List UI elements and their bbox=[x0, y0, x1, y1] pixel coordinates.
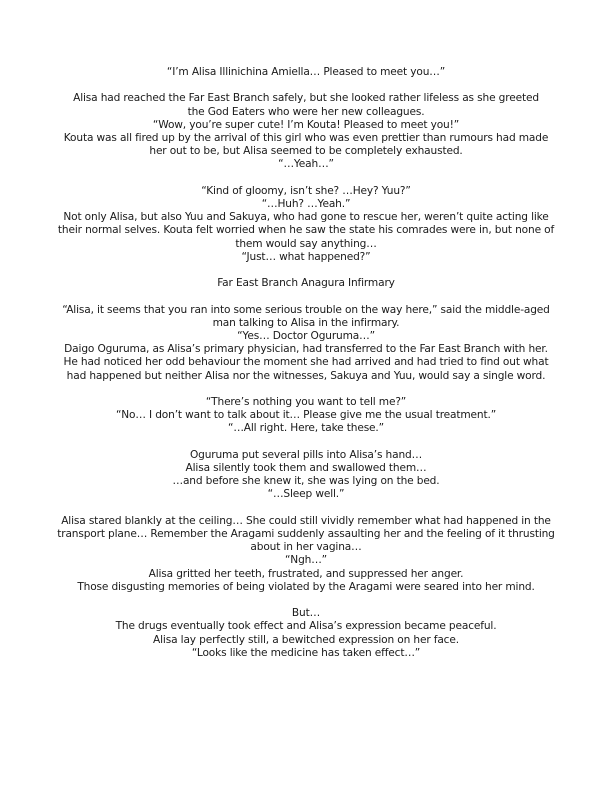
text-line: Daigo Oguruma, as Alisa’s primary physician, had transferred to the Far East Branch with her. bbox=[64, 343, 548, 356]
text-line: Far East Branch Anagura Infirmary bbox=[217, 277, 395, 290]
text-line: Alisa lay perfectly still, a bewitched expression on her face. bbox=[153, 633, 459, 646]
paragraph-gap bbox=[18, 79, 594, 92]
text-line: her out to be, but Alisa seemed to be completely exhausted. bbox=[149, 145, 463, 158]
text-line: “…All right. Here, take these.” bbox=[228, 422, 384, 435]
paragraph-gap bbox=[18, 290, 594, 303]
paragraph-gap bbox=[18, 436, 594, 449]
paragraph-gap bbox=[18, 172, 594, 185]
text-line: “No… I don’t want to talk about it… Please give me the usual treatment.” bbox=[115, 409, 497, 422]
text-line: about in her vagina… bbox=[250, 541, 362, 554]
text-line: “Ngh…” bbox=[284, 554, 328, 567]
story-text bbox=[18, 66, 594, 660]
text-line: Alisa stared blankly at the ceiling… She could still vividly remember what had happened in the bbox=[61, 514, 551, 527]
text-line: Alisa silently took them and swallowed them… bbox=[185, 462, 427, 474]
paragraph-gap bbox=[18, 383, 594, 396]
text-line: Kouta was all fired up by the arrival of this girl who was even prettier than rumours had made bbox=[63, 132, 549, 144]
text-line: their normal selves. Kouta felt worried when he saw the state his comrades were in, but none of bbox=[57, 224, 555, 237]
text-line: Alisa had reached the Far East Branch safely, but she looked rather lifeless as she greeted bbox=[73, 92, 539, 105]
text-line: “…Sleep well.” bbox=[267, 488, 345, 501]
text-line: “There’s nothing you want to tell me?” bbox=[205, 396, 407, 408]
text-line: Oguruma put several pills into Alisa’s hand… bbox=[189, 448, 423, 461]
text-line: “Alisa, it seems that you ran into some serious trouble on the way here,” said the middle-aged bbox=[62, 303, 550, 316]
text-line: “Looks like the medicine has taken effect…” bbox=[191, 646, 421, 659]
text-line: The drugs eventually took effect and Alisa’s expression became peaceful. bbox=[115, 620, 497, 633]
text-line: transport plane… Remember the Aragami suddenly assaulting her and the feeling of it thrusting bbox=[57, 528, 555, 540]
paragraph-gap bbox=[18, 594, 594, 607]
text-line: “Just… what happened?” bbox=[241, 250, 371, 263]
text-line: “…Huh? …Yeah.” bbox=[261, 198, 351, 210]
text-line: had happened but neither Alisa nor the witnesses, Sakuya and Yuu, would say a single word. bbox=[66, 369, 546, 382]
text-line: Not only Alisa, but also Yuu and Sakuya, who had gone to rescue her, weren’t quite acting like bbox=[63, 211, 549, 224]
text-line: …and before she knew it, she was lying on the bed. bbox=[172, 475, 440, 488]
text-line: Those disgusting memories of being violated by the Aragami were seared into her mind. bbox=[77, 580, 535, 593]
text-line: “Kind of gloomy, isn’t she? …Hey? Yuu?” bbox=[201, 184, 411, 197]
paragraph-gap bbox=[18, 502, 594, 515]
text-line: But… bbox=[291, 607, 321, 620]
text-line: “I’m Alisa Illinichina Amiella… Pleased to meet you…” bbox=[166, 66, 446, 78]
text-line: “Wow, you’re super cute! I’m Kouta! Pleased to meet you!” bbox=[152, 118, 460, 131]
text-line: He had noticed her odd behaviour the moment she had arrived and had tried to find out what bbox=[63, 356, 549, 369]
text-line: “…Yeah…” bbox=[278, 158, 334, 171]
text-line: “Yes… Doctor Oguruma…” bbox=[237, 330, 375, 342]
text-line: man talking to Alisa in the infirmary. bbox=[212, 316, 400, 329]
text-line: Alisa gritted her teeth, frustrated, and suppressed her anger. bbox=[148, 567, 464, 580]
text-line: them would say anything… bbox=[235, 237, 377, 250]
paragraph-gap bbox=[18, 264, 594, 277]
text-line: the God Eaters who were her new colleagues. bbox=[187, 105, 425, 118]
